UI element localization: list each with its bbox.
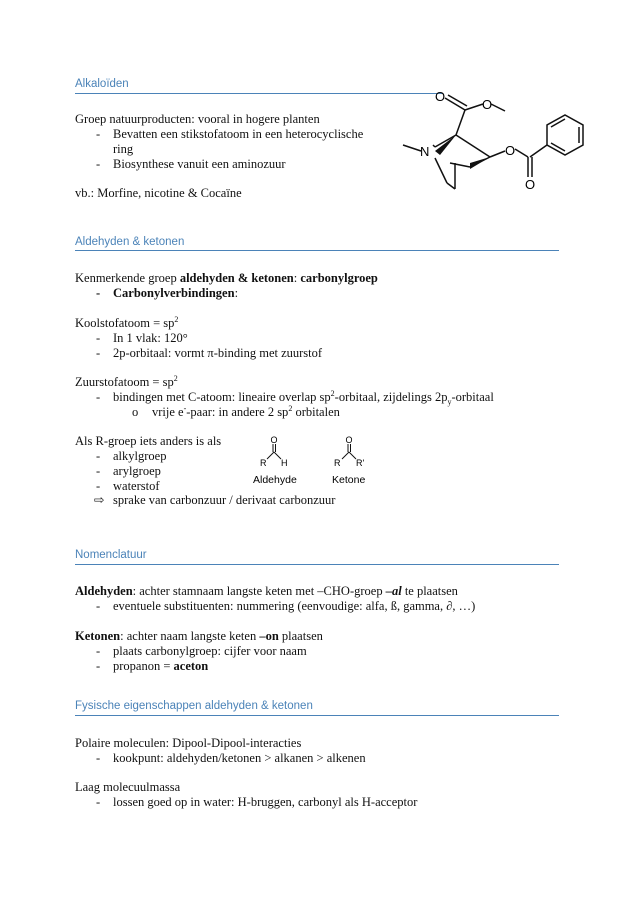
list-item: alkylgroep [113,449,167,463]
koolstof-line: Koolstofatoom = $sp^2$ [75,314,179,330]
arrow-icon: ⇨ [94,493,105,507]
list-item: eventuele substituenten: nummering (eenvoudige: alfa, ß, gamma, ∂, …) [113,599,476,613]
bullet-dash: - [96,127,101,141]
heading-aldehyden: Aldehyden & ketonen [75,236,185,248]
alkaloiden-example: vb.: Morfine, nicotine & Cocaïne [75,186,242,200]
alkaloiden-intro: Groep natuurproducten: vooral in hogere planten [75,112,320,126]
bullet-dash: - [96,751,101,765]
h-label: H [281,458,288,468]
list-item: sprake van carbonzuur / derivaat carbonzuur [113,493,336,507]
list-item: 2p-orbitaal: vormt π-binding met zuurstof [113,346,323,360]
heading-rule [75,250,559,251]
ketone-label: Ketone [332,474,366,486]
heading-fysisch: Fysische eigenschappen aldehyden & ketonen [75,700,313,712]
list-item: In 1 vlak: 120° [113,331,188,345]
bullet-o: o [132,405,139,419]
bullet-dash: - [96,464,101,478]
list-item: Carbonylverbindingen: [113,286,239,300]
list-item: lossen goed op in water: H-bruggen, carbonyl als H-acceptor [113,795,418,809]
ketone-structure [326,434,386,489]
list-item: bindingen met C-atoom: lineaire overlap $sp^2$-orbitaal, zijdelings $2p_y$-orbitaal [113,388,494,407]
bullet-dash: - [96,599,101,613]
bullet-dash: - [96,644,101,658]
oxygen-label: O [525,177,536,192]
heading-rule [75,715,559,716]
polair-line: Polaire moleculen: Dipool-Dipool-interacties [75,736,302,750]
bullet-dash: - [96,659,101,673]
heading-alkaloiden: Alkaloïden [75,78,129,90]
nitrogen-label: N [420,144,430,159]
oxygen-label: O [270,435,278,445]
oxygen-label: O [345,435,353,445]
heading-nomenclatuur: Nomenclatuur [75,549,147,561]
ketonen-rule: Ketonen: achter naam langste keten –on plaatsen [75,629,323,643]
oxygen-label: O [482,97,493,112]
cocaine-structure [395,85,610,200]
r-prime-label: R' [356,458,365,468]
bullet-dash: - [96,795,101,809]
bullet-dash: - [96,331,101,345]
bullet-dash: - [96,286,101,300]
zuurstof-line: Zuurstofatoom = $sp^2$ [75,373,178,389]
bullet-dash: - [96,157,101,171]
r-label: R [334,458,341,468]
list-item: arylgroep [113,464,161,478]
list-item: Bevatten een stikstofatoom in een heterocyclische [113,127,364,141]
bullet-dash: - [96,449,101,463]
aldehyden-rule: Aldehyden: achter stamnaam langste keten met –CHO-groep –al te plaatsen [75,584,458,598]
r-label: R [260,458,267,468]
aldehyde-label: Aldehyde [253,474,297,486]
list-item: propanon = aceton [113,659,209,673]
list-item: plaats carbonylgroep: cijfer voor naam [113,644,307,658]
oxygen-label: O [435,89,446,104]
bullet-dash: - [96,479,101,493]
massa-line: Laag molecuulmassa [75,780,181,794]
oxygen-label: O [505,143,516,158]
aldehyde-structure [250,434,320,489]
list-item: kookpunt: aldehyden/ketonen > alkanen > alkenen [113,751,366,765]
heading-rule [75,93,443,94]
list-item: waterstof [113,479,160,493]
kenmerk-line: Kenmerkende groep aldehyden & ketonen: carbonylgroep [75,271,378,285]
rgroep-line: Als R-groep iets anders is als [75,434,222,448]
list-item: vrije e--paar: in andere 2 $sp^2$ orbitalen [152,403,340,419]
list-item: Biosynthese vanuit een aminozuur [113,157,286,171]
bullet-dash: - [96,390,101,404]
list-item: ring [113,142,134,156]
heading-rule [75,564,559,565]
bullet-dash: - [96,346,101,360]
